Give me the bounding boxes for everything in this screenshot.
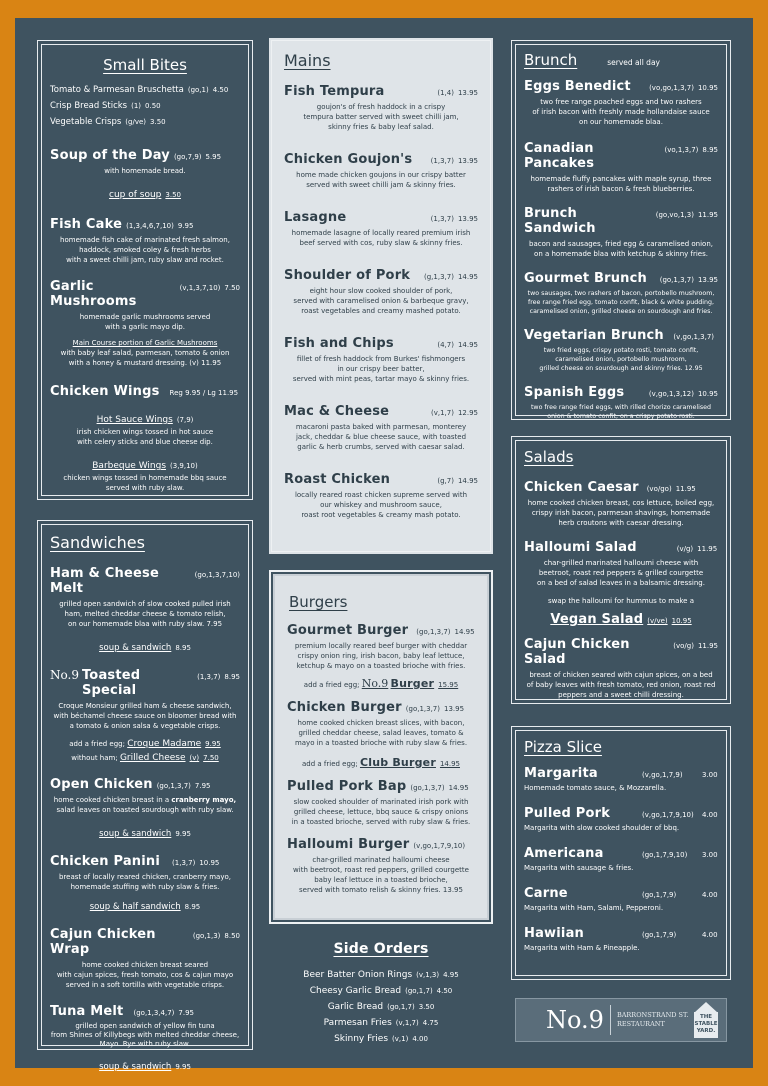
no9-logo: No.9 xyxy=(546,1006,604,1034)
pizza-title: Pizza Slice xyxy=(524,738,602,756)
main-item: Roast Chicken (g,7) 14.95 locally reared roast chicken supreme served with our whiskey and mushroom sauce, roast root vegetables & creamy mash potato. xyxy=(284,472,478,519)
restaurant-address: BARRONSTRAND ST. RESTAURANT xyxy=(616,1011,689,1028)
side-orders-list xyxy=(273,967,489,1047)
main-item-name: Chicken Goujon's xyxy=(284,152,413,167)
brunch-item: Brunch Sandwich (go,vo,1,3) 11.95 bacon and sausages, fried egg & caramelised onion, on a homemade blaa with ketchup & skinny fries. xyxy=(524,206,718,258)
brunch-item-name: Brunch Sandwich xyxy=(524,206,596,236)
brunch-item-name: Eggs Benedict xyxy=(524,79,631,94)
pizza-item: Hawiian (go,1,7,9) 4.00 Margarita with Ham & Pineapple. xyxy=(524,926,718,952)
chicken-wings-item: Chicken Wings Reg 9.95 / Lg 11.95 Hot Sauce Wings (7,9) irish chicken wings tossed in hot sauce with celery sticks and blue cheese dip. Barbeque Wings (3,9,10) chicken wings tossed in homemade bbq sauce served with ruby slaw. xyxy=(50,384,239,492)
salads-section xyxy=(511,436,731,704)
pizza-item-name: Pulled Pork xyxy=(524,806,611,821)
brunch-item-name: Spanish Eggs xyxy=(524,385,625,400)
starter-item: Crisp Bread Sticks (1) 0.50 xyxy=(50,101,161,111)
side-order-item: Beer Batter Onion Rings (v,1,3) 4.95 xyxy=(303,970,459,980)
pizza-item-name: Margarita xyxy=(524,766,598,781)
brunch-list xyxy=(524,79,718,421)
side-order-item: Parmesan Fries (v,1,7) 4.75 xyxy=(323,1018,439,1028)
small-bites-section xyxy=(37,40,253,500)
menu-page xyxy=(15,18,753,1072)
ham-cheese-item: Ham & Cheese Melt (go,1,3,7,10) grilled open sandwich of slow cooked pulled irish ham, melted cheddar cheese & tomato relish, on our homemade blaa with ruby slaw. 7.95 soup & sandwich 8.95 xyxy=(50,566,240,653)
brunch-item: Vegetarian Brunch (v,go,1,3,7) two fried eggs, crispy potato rosti, tomato confit, caramelised onion, portobello mushroom, grilled cheese on sourdough and skinny fries. 12.95 xyxy=(524,328,714,372)
main-item: Fish Tempura (1,4) 13.95 goujon's of fresh haddock in a crispy tempura batter served with sweet chilli jam, skinny fries & baby leaf salad. xyxy=(284,84,478,131)
main-item-name: Fish and Chips xyxy=(284,336,394,351)
mains-title: Mains xyxy=(284,51,331,70)
main-item: Fish and Chips (4,7) 14.95 fillet of fresh haddock from Burkes' fishmongers in our crispy beer batter, served with mint peas, tartar mayo & skinny fries. xyxy=(284,336,478,383)
stable-yard-logo: THE STABLE YARD. xyxy=(694,1002,718,1038)
main-item: Mac & Cheese (v,1,7) 12.95 macaroni pasta baked with parmesan, monterey jack, cheddar & blue cheese sauce, with toasted garlic & herb crumbs, served with caesar salad. xyxy=(284,404,478,451)
open-chicken-item: Open Chicken (go,1,3,7) 7.95 home cooked chicken breast in a cranberry mayo, salad leaves on toasted sourdough with ruby slaw. soup & sandwich 9.95 xyxy=(50,777,237,839)
brunch-item-name: Gourmet Brunch xyxy=(524,271,647,286)
main-item-name: Shoulder of Pork xyxy=(284,268,411,283)
side-orders-section xyxy=(273,938,489,1047)
main-item-name: Roast Chicken xyxy=(284,472,391,487)
main-item: Shoulder of Pork (g,1,3,7) 14.95 eight hour slow cooked shoulder of pork, served with caramelised onion & barbeque gravy, roast vegetables and creamy mashed potato. xyxy=(284,268,478,315)
mains-section xyxy=(271,40,491,552)
cajun-wrap-item: Cajun Chicken Wrap (go,1,3) 8.50 home cooked chicken breast seared with cajun spices, fresh tomato, cos & cajun mayo served in a soft tortilla with vegetable crisps. xyxy=(50,927,240,989)
gourmet-burger-item: Gourmet Burger (go,1,3,7) 14.95 premium locally reared beef burger with cheddar crispy onion ring, irish bacon, baby leaf lettuce, ketchup & mayo on a toasted brioche with fries. add a fried egg; No.9 Burger 15.95 xyxy=(287,623,475,690)
soup-item: Soup of the Day (go,7,9) 5.95 with homemade bread. cup of soup 3.50 xyxy=(50,148,222,200)
burgers-section xyxy=(273,574,489,920)
brunch-item: Eggs Benedict (vo,go,1,3,7) 10.95 two free range poached eggs and two rashers of irish bacon with freshly made hollandaise sauce on our homemade blaa. xyxy=(524,79,718,126)
main-item-name: Fish Tempura xyxy=(284,84,385,99)
brunch-item: Spanish Eggs (v,go,1,3,12) 10.95 two free range fried eggs, with rilled chorizo caramelised onion & tomato confit, on a crispy potato rosti. xyxy=(524,385,718,420)
side-orders-title: Side Orders xyxy=(333,941,429,957)
pizza-item: Carne (go,1,7,9) 4.00 Margarita with Ham, Salami, Pepperoni. xyxy=(524,886,718,912)
small-bites-title: Small Bites xyxy=(103,56,187,74)
brunch-item-name: Vegetarian Brunch xyxy=(524,328,664,343)
sandwiches-title: Sandwiches xyxy=(50,533,145,552)
main-item: Chicken Goujon's (1,3,7) 13.95 home made chicken goujons in our crispy batter served with sweet chilli jam & skinny fries. xyxy=(284,152,478,189)
pizza-item: Margarita (v,go,1,7,9) 3.00 Homemade tomato sauce, & Mozzarella. xyxy=(524,766,718,792)
brunch-section: Brunch served all day Eggs Benedict (vo,go,1,3,7) 10.95 two free range poached eggs and two rashers of irish bacon with freshly made hollandaise sauce on our homemade blaa. Canadian Pancakes (vo,1,3,7) 8.95 homemade fluffy pancakes with maple syrup, three rashers of irish bacon & fresh blueberries. Brunch Sandwich (go,vo,1,3) 11.95 bacon and sausages, fried egg & caramelised onion, on a homemade blaa with ketchup & skinny fries. Gourmet Brunch (go,1,3,7) 13.95 two sausages, two rashers of bacon, portobello mushroom, free range fried egg, tomato confit, black & white pudding, caramelised onion, grilled cheese on sourdough and fries. Vegetarian Brunch (v,go,1,3,7) two fried eggs, crispy potato rosti, tomato confit, caramelised onion, portobello mushroom, grilled cheese on sourdough and skinny fries. 12.95 Spanish Eggs (v,go,1,3,12) 10.95 two free range fried eggs, with rilled chorizo caramelised onion & tomato confit, on a crispy potato rosti. xyxy=(511,40,731,420)
burgers-title: Burgers xyxy=(289,593,348,611)
brunch-title: Brunch xyxy=(524,51,578,69)
toasted-special-item: No.9 Toasted Special (1,3,7) 8.95 Croque Monsieur grilled ham & cheese sandwich, with béchamel cheese sauce on bloomer bread with a tomato & onion salsa & vegetable crisps. add a fried egg; Croque Madame 9.95 without ham; Grilled Cheese (v) 7.50 xyxy=(50,668,240,763)
main-item-name: Lasagne xyxy=(284,210,347,225)
starter-item: Vegetable Crisps (g/ve) 3.50 xyxy=(50,117,166,127)
garlic-mushrooms-item: Garlic Mushrooms (v,1,3,7,10) 7.50 homemade garlic mushrooms served with a garlic mayo dip. Main Course portion of Garlic Mushrooms with baby leaf salad, parmesan, tomato & onion with a honey & mustard dressing. (v) 11.95 xyxy=(50,279,240,367)
mains-list xyxy=(284,84,478,520)
halloumi-salad-item: Halloumi Salad (v/g) 11.95 char-grilled marinated halloumi cheese with beetroot, roast red peppers & grilled courgette on a bed of salad leaves in a balsamic dressing. swap the halloumi for hummus to make a Vegan Salad (v/ve) 10.95 xyxy=(524,540,718,627)
starter-item: Tomato & Parmesan Bruschetta (go,1) 4.50 xyxy=(50,85,229,95)
chicken-panini-item: Chicken Panini (1,3,7) 10.95 breast of locally reared chicken, cranberry mayo, homemade stuffing with ruby slaw & fries. soup & half sandwich 8.95 xyxy=(50,854,232,912)
pizza-item: Pulled Pork (v,go,1,7,9,10) 4.00 Margarita with slow cooked shoulder of bbq. xyxy=(524,806,718,832)
pizza-list xyxy=(524,766,718,952)
sandwiches-section xyxy=(37,520,253,1072)
brunch-item-name: Canadian Pancakes xyxy=(524,141,595,171)
chicken-caesar-item: Chicken Caesar (vo/go) 11.95 home cooked chicken breast, cos lettuce, boiled egg, crispy irish bacon, parmesan shavings, homemade herb croutons with caesar dressing. xyxy=(524,480,715,527)
restaurant-logo-bar xyxy=(515,998,727,1042)
chicken-burger-item: Chicken Burger (go,1,3,7) 13.95 home cooked chicken breast slices, with bacon, grilled cheddar cheese, salad leaves, tomato & mayo in a toasted brioche with ruby slaw & fries. add a fried egg; Club Burger 14.95 xyxy=(287,700,468,769)
fish-cake-item: Fish Cake (1,3,4,6,7,10) 9.95 homemade fish cake of marinated fresh salmon, haddock, smoked coley & fresh herbs with a sweet chilli jam, ruby slaw and rocket. xyxy=(50,217,230,264)
pizza-item-name: Americana xyxy=(524,846,604,861)
side-order-item: Skinny Fries (v,1) 4.00 xyxy=(334,1034,428,1044)
salads-title: Salads xyxy=(524,448,574,466)
main-item: Lasagne (1,3,7) 13.95 homemade lasagne of locally reared premium irish beef served with cos, ruby slaw & skinny fries. xyxy=(284,210,478,247)
brunch-item: Gourmet Brunch (go,1,3,7) 13.95 two sausages, two rashers of bacon, portobello mushroom, free range fried egg, tomato confit, black & white pudding, caramelised onion, grilled cheese on sourdough and fries. xyxy=(524,271,718,315)
pulled-pork-bap-item: Pulled Pork Bap (go,1,3,7) 14.95 slow cooked shoulder of marinated irish pork with grilled cheese, lettuce, bbq sauce & crispy onions in a toasted brioche, served with ruby slaw & fries. xyxy=(287,779,471,826)
cajun-chicken-salad-item: Cajun Chicken Salad (vo/g) 11.95 breast of chicken seared with cajun spices, on a bed of baby leaves with fresh tomato, red onion, roast red peppers and a sweet chilli dressing. xyxy=(524,637,718,699)
brunch-item: Canadian Pancakes (vo,1,3,7) 8.95 homemade fluffy pancakes with maple syrup, three rashers of irish bacon & fresh blueberries. xyxy=(524,141,718,193)
halloumi-burger-item: Halloumi Burger (v,go,1,7,9,10) char-grilled marinated halloumi cheese with beetroot, roast red peppers, grilled courgette baby leaf lettuce in a toasted brioche, served with tomato relish & skinny fries. 13.95 xyxy=(287,837,469,894)
pizza-item-name: Hawiian xyxy=(524,926,585,941)
main-item-name: Mac & Cheese xyxy=(284,404,390,419)
pizza-item: Americana (go,1,7,9,10) 3.00 Margarita with sausage & fries. xyxy=(524,846,718,872)
tuna-melt-item: Tuna Melt (go,1,3,4,7) 7.95 grilled open sandwich of yellow fin tuna from Shines of Killybegs with melted cheddar cheese, Mayo. Rye with ruby slaw. soup & sandwich 9.95 xyxy=(50,1004,240,1072)
side-order-item: Garlic Bread (go,1,7) 3.50 xyxy=(327,1002,435,1012)
pizza-item-name: Carne xyxy=(524,886,568,901)
cup-of-soup-link: cup of soup xyxy=(109,190,162,200)
side-order-item: Cheesy Garlic Bread (go,1,7) 4.50 xyxy=(309,986,453,996)
pizza-section xyxy=(511,726,731,980)
